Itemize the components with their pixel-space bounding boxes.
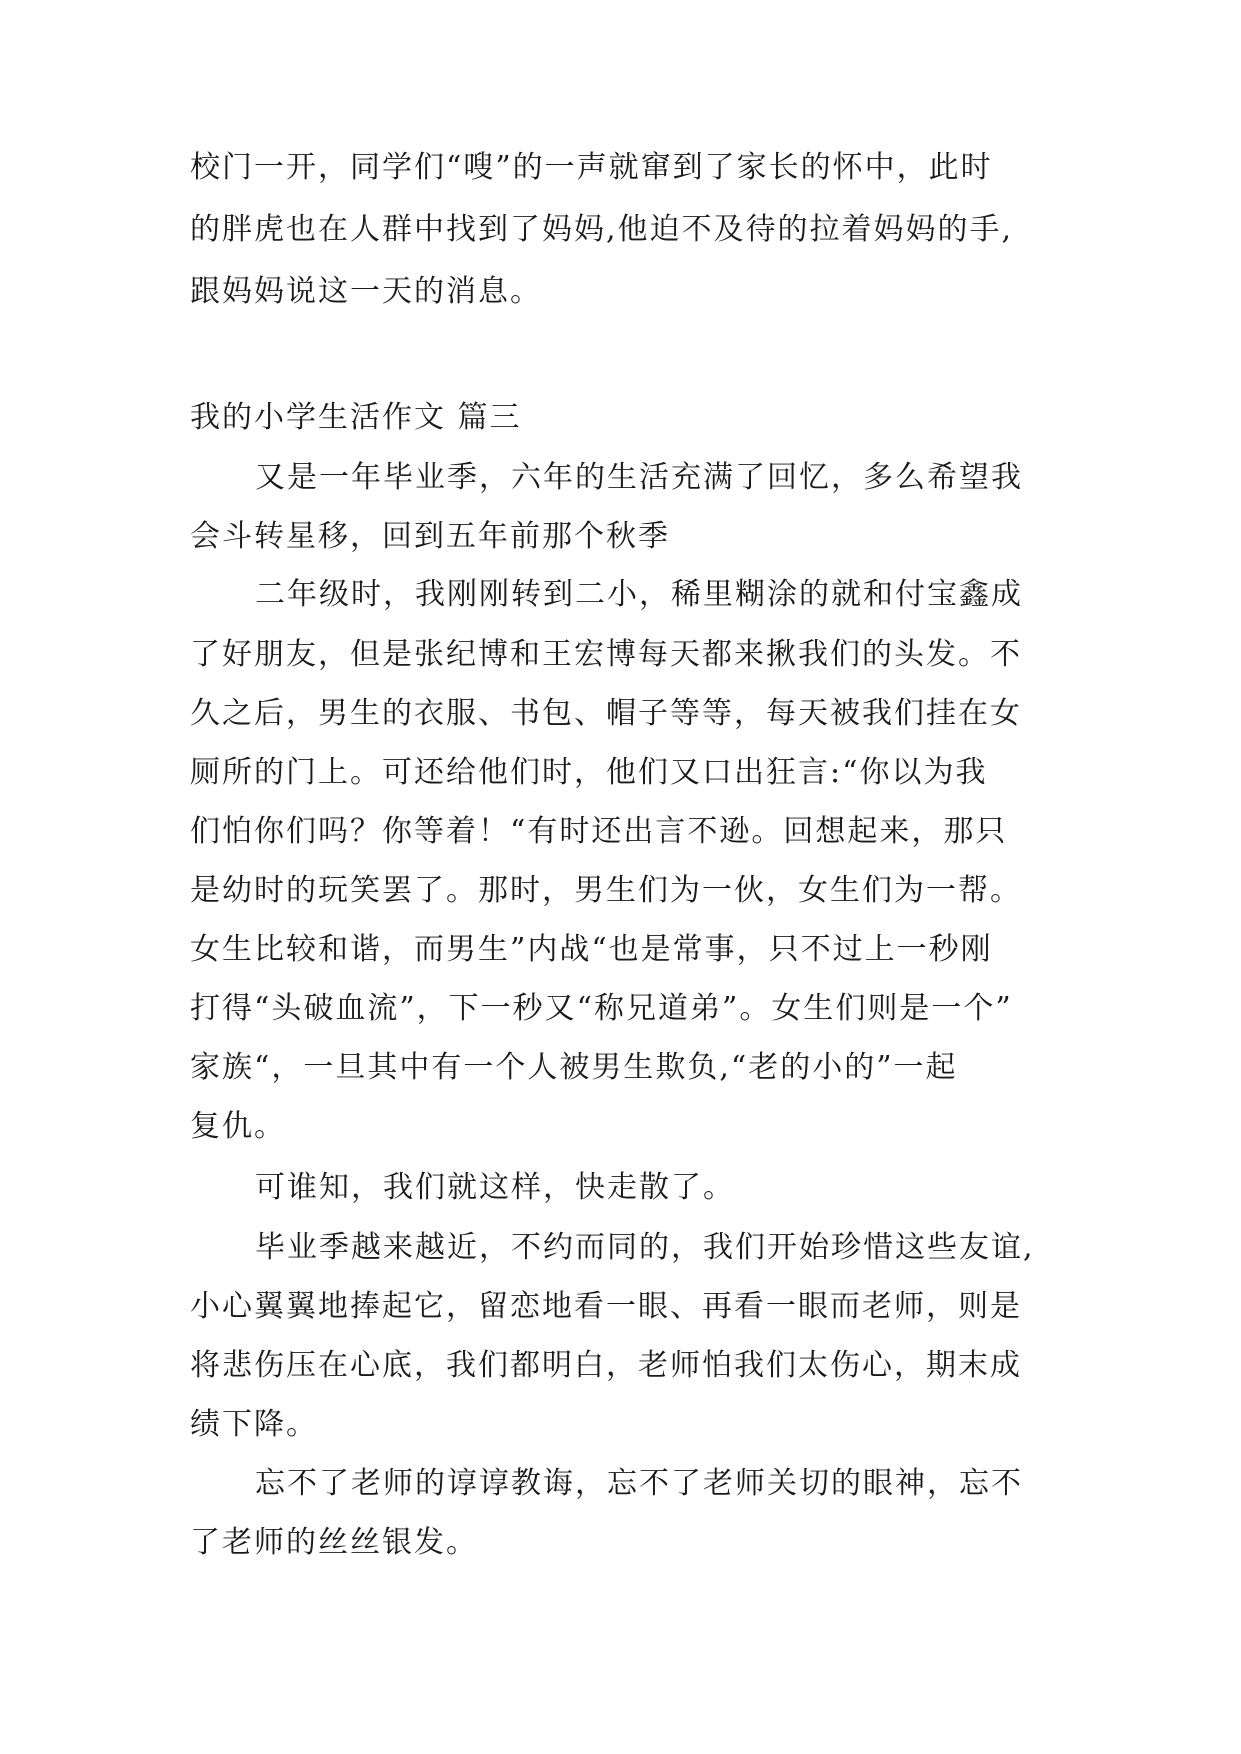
paragraph-3-line-7: 女生比较和谐，而男生”内战“也是常事，只不过上一秒刚 [190, 932, 993, 967]
paragraph-3-line-10: 复仇。 [190, 1109, 286, 1144]
paragraph-6-line-1: 忘不了老师的谆谆教诲，忘不了老师关切的眼神，忘不 [255, 1466, 1023, 1501]
paragraph-3-line-3: 久之后，男生的衣服、书包、帽子等等，每天被我们挂在女 [190, 696, 1022, 731]
paragraph-3-line-1: 二年级时，我刚刚转到二小，稀里糊涂的就和付宝鑫成 [255, 577, 1023, 612]
paragraph-1-line-1: 校门一开，同学们“嗖”的一声就窜到了家长的怀中，此时 [190, 150, 993, 185]
paragraph-3-line-2: 了好朋友，但是张纪博和王宏博每天都来揪我们的头发。不 [190, 637, 1022, 672]
paragraph-5-line-2: 小心翼翼地捧起它，留恋地看一眼、再看一眼而老师，则是 [190, 1289, 1022, 1324]
paragraph-4-line-1: 可谁知，我们就这样，快走散了。 [255, 1170, 735, 1205]
paragraph-3-line-6: 是幼时的玩笑罢了。那时，男生们为一伙，女生们为一帮。 [190, 873, 1022, 908]
paragraph-5-line-3: 将悲伤压在心底，我们都明白，老师怕我们太伤心，期末成 [190, 1348, 1022, 1383]
paragraph-1-line-3: 跟妈妈说这一天的消息。 [190, 274, 542, 309]
paragraph-2-line-2: 会斗转星移，回到五年前那个秋季 [190, 519, 670, 554]
paragraph-5-line-1: 毕业季越来越近，不约而同的，我们开始珍惜这些友谊, [255, 1230, 1035, 1265]
section-title: 我的小学生活作文 篇三 [190, 400, 522, 435]
paragraph-5-line-4: 绩下降。 [190, 1407, 318, 1442]
paragraph-6-line-2: 了老师的丝丝银发。 [190, 1525, 478, 1560]
paragraph-2-line-1: 又是一年毕业季，六年的生活充满了回忆，多么希望我 [255, 460, 1023, 495]
paragraph-3-line-9: 家族“，一旦其中有一个人被男生欺负,“老的小的”一起 [190, 1050, 958, 1085]
paragraph-1-line-2: 的胖虎也在人群中找到了妈妈,他迫不及待的拉着妈妈的手, [190, 212, 1014, 247]
paragraph-3-line-8: 打得“头破血流”，下一秒又“称兄道弟”。女生们则是一个” [190, 991, 1013, 1026]
paragraph-3-line-5: 们怕你们吗？你等着！“有时还出言不逊。回想起来，那只 [190, 814, 1008, 849]
paragraph-3-line-4: 厕所的门上。可还给他们时，他们又口出狂言:“你以为我 [190, 755, 988, 790]
